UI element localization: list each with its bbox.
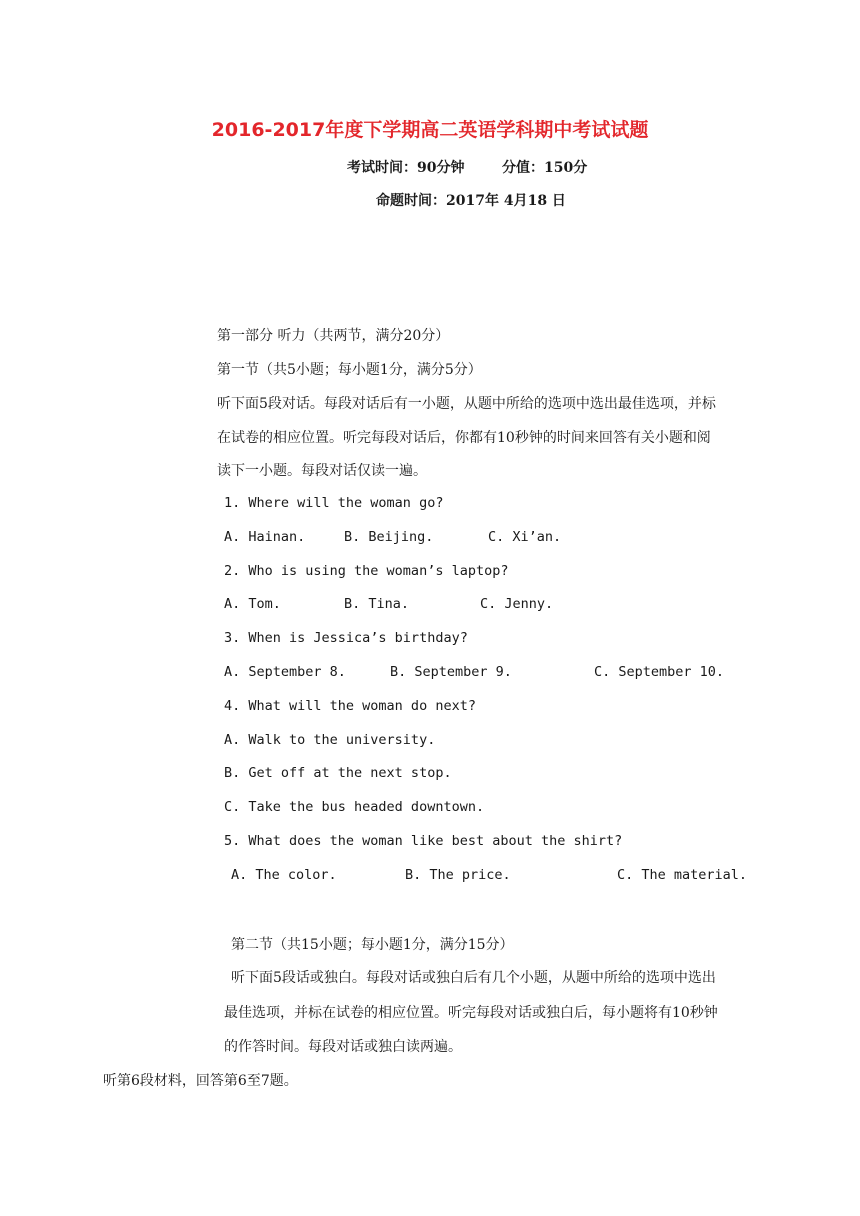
question-3: 3. When is Jessica’s birthday? — [224, 630, 468, 646]
section1-heading: 第一节（共5小题；每小题1分，满分5分） — [217, 362, 482, 378]
exam-score: 分值：150分 — [502, 160, 588, 176]
option-c: C. Jenny. — [480, 596, 554, 612]
section1-instruction-line: 在试卷的相应位置。听完每段对话后，你都有10秒钟的时间来回答有关小题和阅 — [217, 430, 711, 446]
section2-instruction-line: 最佳选项，并标在试卷的相应位置。听完每段对话或独白后，每小题将有10秒钟 — [224, 1005, 718, 1021]
option-a: A. Tom. — [224, 596, 281, 612]
option-b: B. September 9. — [390, 664, 512, 680]
question-4: 4. What will the woman do next? — [224, 698, 476, 714]
option-b: B. Beijing. — [344, 529, 434, 545]
exam-duration: 考试时间：90分钟 — [347, 160, 465, 176]
option-a: A. Walk to the university. — [224, 732, 436, 748]
question-5: 5. What does the woman like best about the shirt? — [224, 833, 623, 849]
section2-instruction-line: 听下面5段话或独白。每段对话或独白后有几个小题，从题中所给的选项中选出 — [231, 970, 716, 986]
option-a: A. Hainan. — [224, 529, 306, 545]
option-c: C. The material. — [617, 867, 748, 883]
material-6-instruction: 听第6段材料，回答第6至7题。 — [103, 1073, 298, 1089]
option-c: C. Xi’an. — [488, 529, 562, 545]
section1-instruction-line: 读下一小题。每段对话仅读一遍。 — [217, 463, 427, 479]
option-a: A. The color. — [231, 867, 337, 883]
question-1: 1. Where will the woman go? — [224, 495, 444, 511]
exam-date: 命题时间：2017年 4月18 日 — [376, 193, 566, 209]
part1-heading: 第一部分 听力（共两节，满分20分） — [217, 328, 450, 344]
option-c: C. Take the bus headed downtown. — [224, 799, 485, 815]
exam-title: 2016-2017年度下学期高二英语学科期中考试试题 — [211, 119, 649, 141]
option-b: B. Get off at the next stop. — [224, 765, 452, 781]
option-c: C. September 10. — [594, 664, 725, 680]
option-b: B. Tina. — [344, 596, 410, 612]
section2-heading: 第二节（共15小题；每小题1分，满分15分） — [231, 937, 514, 953]
option-a: A. September 8. — [224, 664, 346, 680]
section1-instruction-line: 听下面5段对话。每段对话后有一小题，从题中所给的选项中选出最佳选项，并标 — [217, 396, 716, 412]
option-b: B. The price. — [405, 867, 511, 883]
question-2: 2. Who is using the woman’s laptop? — [224, 563, 509, 579]
section2-instruction-line: 的作答时间。每段对话或独白读两遍。 — [224, 1039, 462, 1055]
